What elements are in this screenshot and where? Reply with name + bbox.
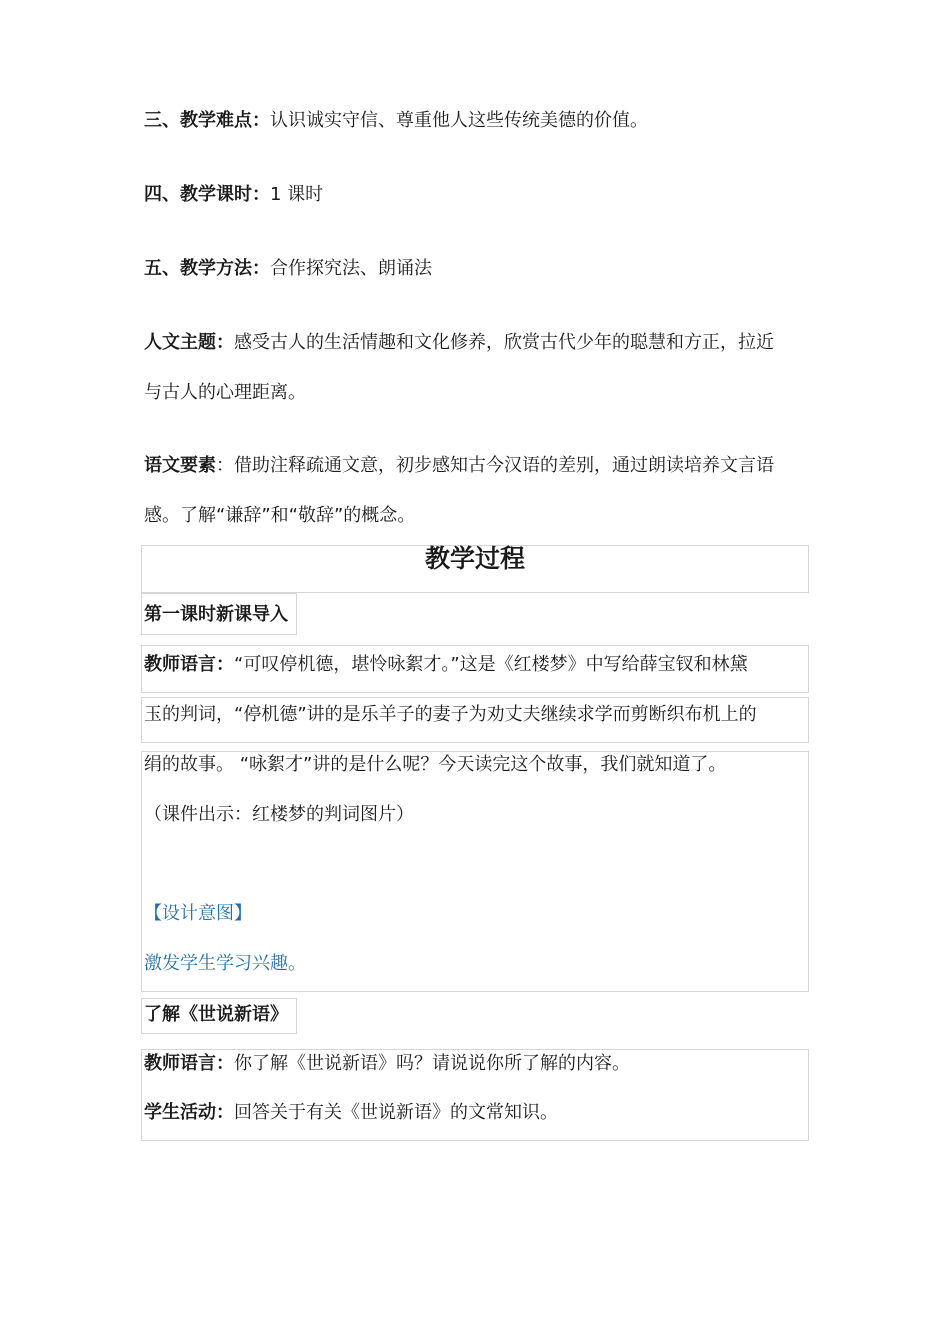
intro-teacher-label: 教师语言：: [144, 654, 234, 675]
process-title: 教学过程: [424, 544, 525, 573]
intro-heading: 第一课时新课导入: [144, 604, 288, 625]
elements-text-line1: ：借助注释疏通文意，初步感知古今汉语的差别，通过朗读培养文言语: [216, 455, 774, 476]
methods-label: 五、教学方法：: [144, 258, 270, 279]
intro-teacher-line2: 玉的判词，“停机德”讲的是乐羊子的妻子为劝丈夫继续求学而剪断织布机上的: [144, 704, 757, 725]
shishuo-student-label: 学生活动：: [144, 1102, 234, 1123]
difficulty-text: 认识诚实守信、尊重他人这些传统美德的价值。: [270, 110, 648, 131]
shishuo-teacher-text: 你了解《世说新语》吗？请说说你所了解的内容。: [234, 1053, 630, 1074]
elements-text-line2: 感。了解“谦辞”和“敬辞”的概念。: [144, 505, 416, 526]
hours-text: 1 课时: [270, 184, 324, 205]
shishuo-student-text: 回答关于有关《世说新语》的文常知识。: [234, 1102, 558, 1123]
elements-row: [144, 454, 774, 478]
shishuo-student-row: [144, 1101, 558, 1125]
hours-label: 四、教学课时：: [144, 184, 270, 205]
shishuo-teacher-label: 教师语言：: [144, 1053, 234, 1074]
methods-row: [144, 257, 432, 281]
intro-teacher-line3: 绢的故事。 “咏絮才”讲的是什么呢？今天读完这个故事，我们就知道了。: [144, 754, 727, 775]
intro-courseware: （课件出示：红楼梦的判词图片）: [144, 804, 414, 825]
design-intent-label: 【设计意图】: [144, 903, 252, 924]
hours-row: [144, 183, 323, 207]
shishuo-heading: 了解《世说新语》: [144, 1004, 288, 1025]
elements-label: 语文要素: [144, 455, 216, 476]
theme-text-line1: 感受古人的生活情趣和文化修养，欣赏古代少年的聪慧和方正，拉近: [234, 332, 774, 353]
theme-row: [144, 331, 774, 355]
difficulty-label: 三、教学难点：: [144, 110, 270, 131]
intro-teacher-line1: “可叹停机德，堪怜咏絮才。”这是《红楼梦》中写给薛宝钗和林黛: [234, 654, 748, 675]
design-intent-text: 激发学生学习兴趣。: [144, 953, 306, 974]
intro-teacher-row: [144, 653, 748, 677]
difficulty-row: [144, 109, 648, 133]
shishuo-teacher-row: [144, 1052, 630, 1076]
theme-text-line2: 与古人的心理距离。: [144, 382, 306, 403]
theme-label: 人文主题：: [144, 332, 234, 353]
methods-text: 合作探究法、朗诵法: [270, 258, 432, 279]
